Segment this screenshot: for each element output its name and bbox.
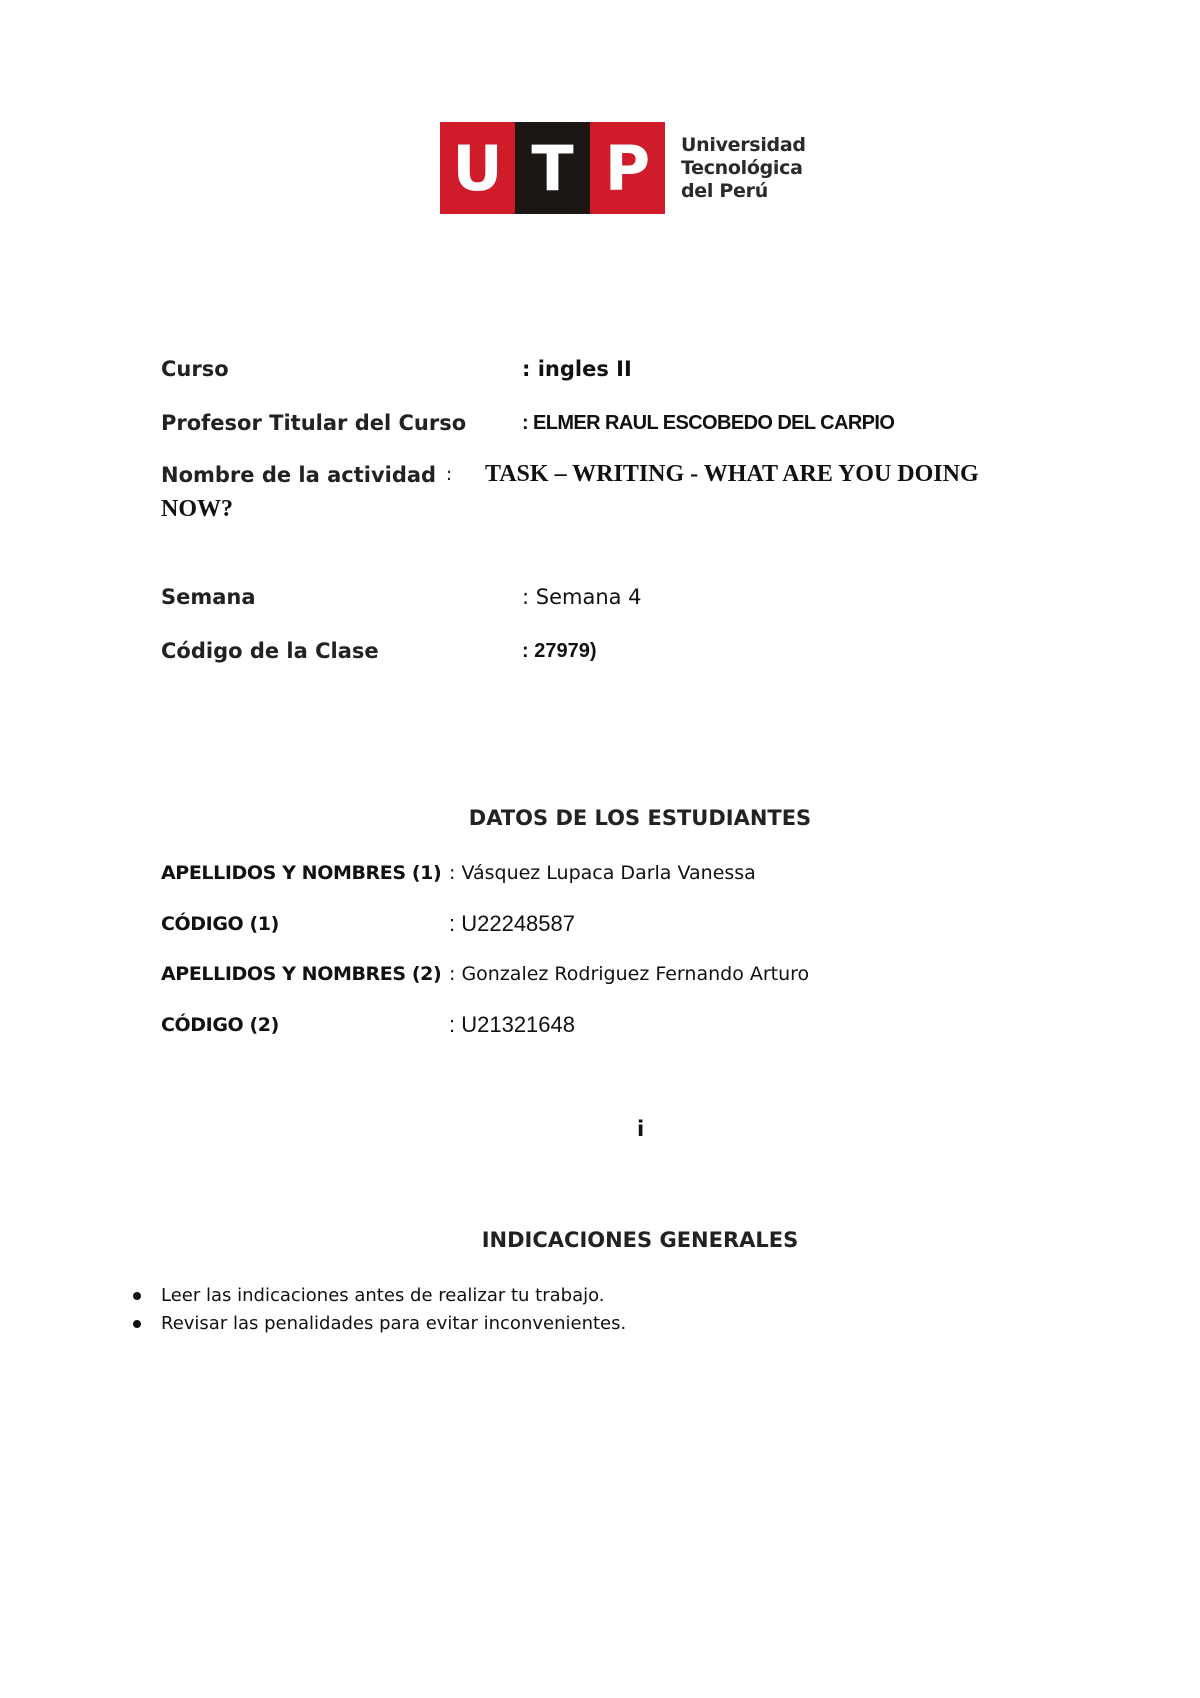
list-item (130, 1282, 626, 1310)
actividad-value-line-1: TASK – WRITING - WHAT ARE YOU DOING (485, 461, 979, 487)
student-2-name-label: APELLIDOS Y NOMBRES (2) (161, 963, 442, 985)
student-1-name-row (161, 862, 756, 884)
student-2-code-label: CÓDIGO (2) (161, 1014, 279, 1036)
logo-text-line-2: Tecnológica (681, 156, 803, 179)
student-1-code-value: : U22248587 (449, 911, 575, 936)
indications-list (130, 1282, 626, 1338)
logo-blocks (440, 122, 665, 214)
indications-heading: INDICACIONES GENERALES (481, 1228, 799, 1252)
stray-mark: i (637, 1117, 645, 1141)
utp-logo (440, 122, 806, 214)
semana-row (161, 585, 642, 609)
profesor-row (161, 411, 895, 435)
logo-wordmark (681, 134, 806, 203)
actividad-row (161, 461, 979, 522)
semana-value: : Semana 4 (522, 585, 642, 609)
semana-label: Semana (161, 585, 256, 609)
actividad-label: Nombre de la actividad (161, 463, 437, 487)
logo-block-t: T (515, 122, 590, 214)
student-1-name-label: APELLIDOS Y NOMBRES (1) (161, 862, 442, 884)
student-2-code-value: : U21321648 (449, 1012, 575, 1037)
curso-row (161, 357, 632, 381)
logo-block-p: P (590, 122, 665, 214)
logo-text-line-1: Universidad (681, 133, 806, 156)
student-2-code-row (161, 1012, 575, 1037)
student-2-name-value: : Gonzalez Rodriguez Fernando Arturo (449, 963, 810, 985)
student-1-code-label: CÓDIGO (1) (161, 913, 279, 935)
indication-text-1: Leer las indicaciones antes de realizar tu trabajo. (161, 1285, 605, 1306)
curso-value: : ingles II (522, 357, 632, 381)
codigo-clase-label: Código de la Clase (161, 639, 379, 663)
students-heading: DATOS DE LOS ESTUDIANTES (468, 806, 812, 830)
profesor-label: Profesor Titular del Curso (161, 411, 467, 435)
codigo-clase-row (161, 639, 597, 663)
bullet-icon (133, 1320, 141, 1328)
actividad-separator: : (446, 464, 453, 485)
student-1-code-row (161, 911, 575, 936)
logo-block-u: U (440, 122, 515, 214)
bullet-icon (133, 1292, 141, 1300)
list-item (130, 1310, 626, 1338)
curso-label: Curso (161, 357, 229, 381)
student-1-name-value: : Vásquez Lupaca Darla Vanessa (449, 862, 756, 884)
indication-text-2: Revisar las penalidades para evitar inconvenientes. (161, 1313, 627, 1334)
student-2-name-row (161, 963, 810, 985)
actividad-value-line-2: NOW? (161, 496, 233, 522)
profesor-value: : ELMER RAUL ESCOBEDO DEL CARPIO (522, 412, 895, 434)
codigo-clase-value: : 27979) (522, 640, 597, 662)
logo-text-line-3: del Perú (681, 179, 768, 202)
